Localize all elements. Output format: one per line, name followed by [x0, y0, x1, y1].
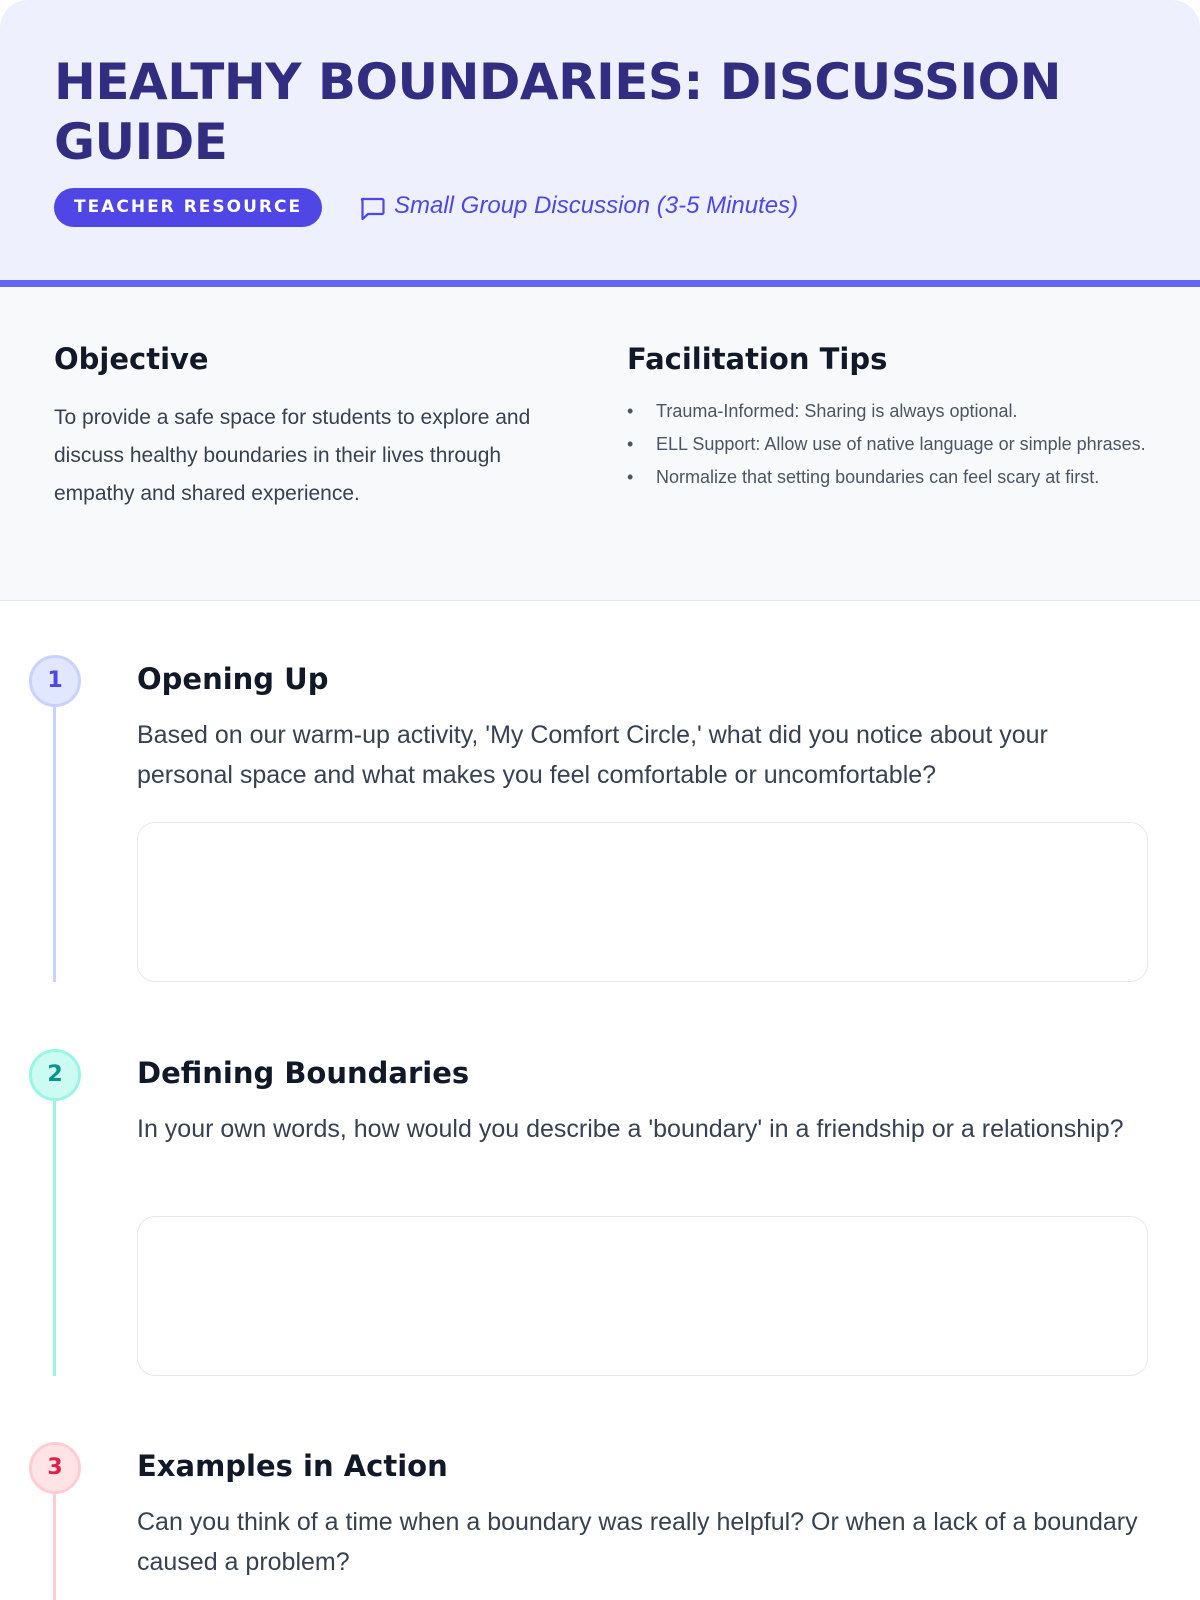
tip-item: [627, 431, 1147, 458]
header-divider: [0, 280, 1200, 287]
info-section: [0, 287, 1200, 601]
tip-text: Normalize that setting boundaries can feel scary at first.: [656, 467, 1100, 487]
discussion-format: Small Group Discussion (3-5 Minutes): [394, 192, 799, 219]
step-question: Based on our warm-up activity, 'My Comfort Circle,' what did you notice about your personal space and what makes you feel comfortable or uncomfortable?: [137, 721, 1048, 789]
bullet-icon: •: [627, 401, 634, 421]
tip-text: Trauma-Informed: Sharing is always optional.: [656, 401, 1018, 421]
bullet-icon: •: [627, 467, 634, 487]
objective-text: To provide a safe space for students to explore and discuss healthy boundaries in their lives through empathy and shared experience.: [54, 406, 531, 505]
step-number-badge: 2: [29, 1049, 81, 1101]
step-title: Opening Up: [137, 662, 329, 696]
facilitation-tips-list: [627, 398, 1147, 497]
teacher-resource-badge: TEACHER RESOURCE: [54, 188, 322, 227]
page-title: HEALTHY BOUNDARIES: DISCUSSION GUIDE: [54, 53, 1061, 171]
answer-input[interactable]: [137, 1216, 1148, 1376]
tip-item: [627, 464, 1147, 491]
header: [0, 0, 1200, 280]
step-connector-line: [53, 707, 56, 982]
answer-input[interactable]: [137, 822, 1148, 982]
chat-bubble-icon: [358, 194, 386, 222]
step-connector-line: [53, 1101, 56, 1376]
step-title: Defining Boundaries: [137, 1056, 470, 1090]
bullet-icon: •: [627, 434, 634, 454]
step-number-badge: 3: [29, 1442, 81, 1494]
step-number-badge: 1: [29, 655, 81, 707]
facilitation-tips-heading: Facilitation Tips: [627, 342, 888, 376]
tip-text: ELL Support: Allow use of native language or simple phrases.: [656, 434, 1146, 454]
step-title: Examples in Action: [137, 1449, 448, 1483]
objective-heading: Objective: [54, 342, 209, 376]
step-connector-line: [53, 1494, 56, 1600]
step-question: Can you think of a time when a boundary was really helpful? Or when a lack of a boundary caused a problem?: [137, 1508, 1138, 1576]
tip-item: [627, 398, 1147, 425]
step-question: In your own words, how would you describe a 'boundary' in a friendship or a relationship?: [137, 1115, 1124, 1143]
